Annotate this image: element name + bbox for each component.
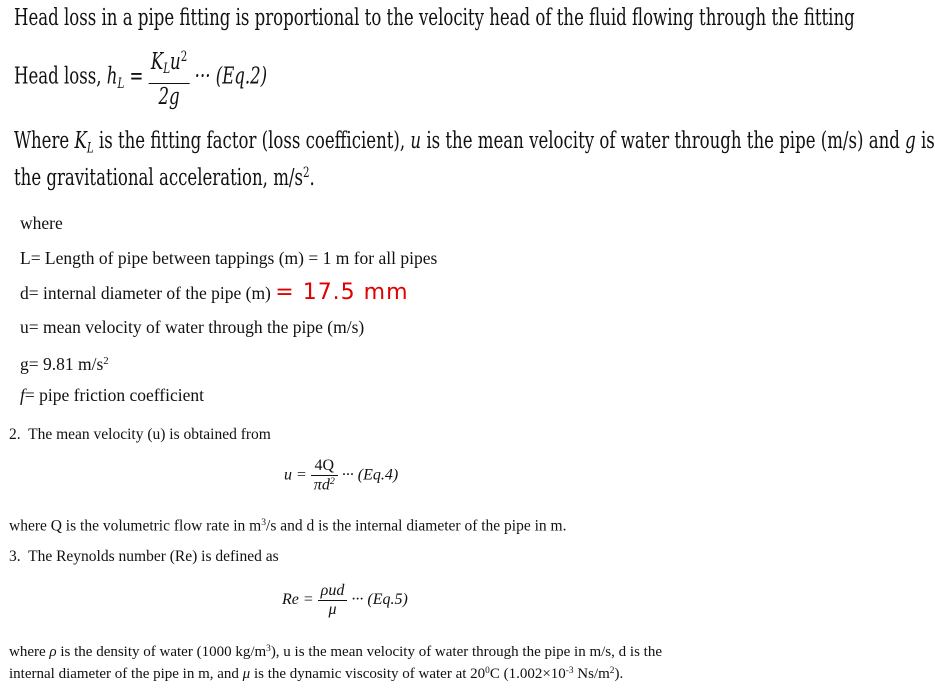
variables-where: where xyxy=(20,213,63,233)
headloss-fraction xyxy=(149,44,190,111)
variable-d: d= internal diameter of the pipe (m) = 17.5 mm xyxy=(20,280,409,305)
headloss-label: Head loss, xyxy=(14,63,107,90)
equals-sign: = xyxy=(124,63,149,90)
variable-g: g= 9.81 $m/s^2$ xyxy=(20,353,109,374)
velocity-equation: u = $\frac{4Q}{\pi d^2}$ ··· (Eq.4) xyxy=(284,457,399,494)
intro-line-4: the gravitational acceleration, $m/s^2$. xyxy=(14,164,315,191)
item-3-description-line-1: where ρ is the density of water (1000 $kg/m^3$), u is the mean velocity of water through the pipe in m/s, d is the xyxy=(9,644,662,661)
variable-L: L= Length of pipe between tappings (m) = 1 m for all pipes xyxy=(20,248,438,268)
intro-line-1 xyxy=(14,5,855,32)
item-3-heading: 3. The Reynolds number (Re) is defined as xyxy=(9,548,279,565)
handwritten-annotation: = 17.5 mm xyxy=(275,280,409,305)
item-2-description: where Q is the volumetric flow rate in $m^3/s$ and d is the internal diameter of the pipe in m. xyxy=(9,517,567,535)
item-2-heading: 2. The mean velocity (u) is obtained from xyxy=(9,426,271,443)
reynolds-equation: Re = $\frac{\text{ρud}}{\mu}$ ··· (Eq.5) xyxy=(282,582,408,618)
velocity-fraction: $\frac{4Q}{\pi d^2}$ xyxy=(311,457,338,494)
fraction-denominator: 2g xyxy=(158,84,180,111)
variable-u: u= mean velocity of water through the pipe (m/s) xyxy=(20,317,365,337)
fraction-numerator: $K_Lu^2$ xyxy=(149,44,190,84)
intro-line-3: Where $K_L$ is the fitting factor (loss coefficient), u is the mean velocity of water through the pipe (m/s) and g is xyxy=(14,128,935,157)
reynolds-fraction: $\frac{\text{ρud}}{\mu}$ xyxy=(318,582,348,619)
item-3-description-line-2: internal diameter of the pipe in m, and μ is the dynamic viscosity of water at $20^0C$ ($1.002\times 10^{-3}$ $Ns/m^2$). xyxy=(9,666,624,683)
headloss-equation xyxy=(14,44,267,111)
intro-text: Head loss in a pipe fitting is proportional to the velocity head of the fluid flowing through the fitting xyxy=(14,5,855,31)
equation-tag: ··· (Eq.2) xyxy=(189,63,268,90)
variable-f: f= pipe friction coefficient xyxy=(20,385,205,405)
headloss-symbol: h xyxy=(106,63,118,90)
headloss-subscript: L xyxy=(117,75,125,92)
